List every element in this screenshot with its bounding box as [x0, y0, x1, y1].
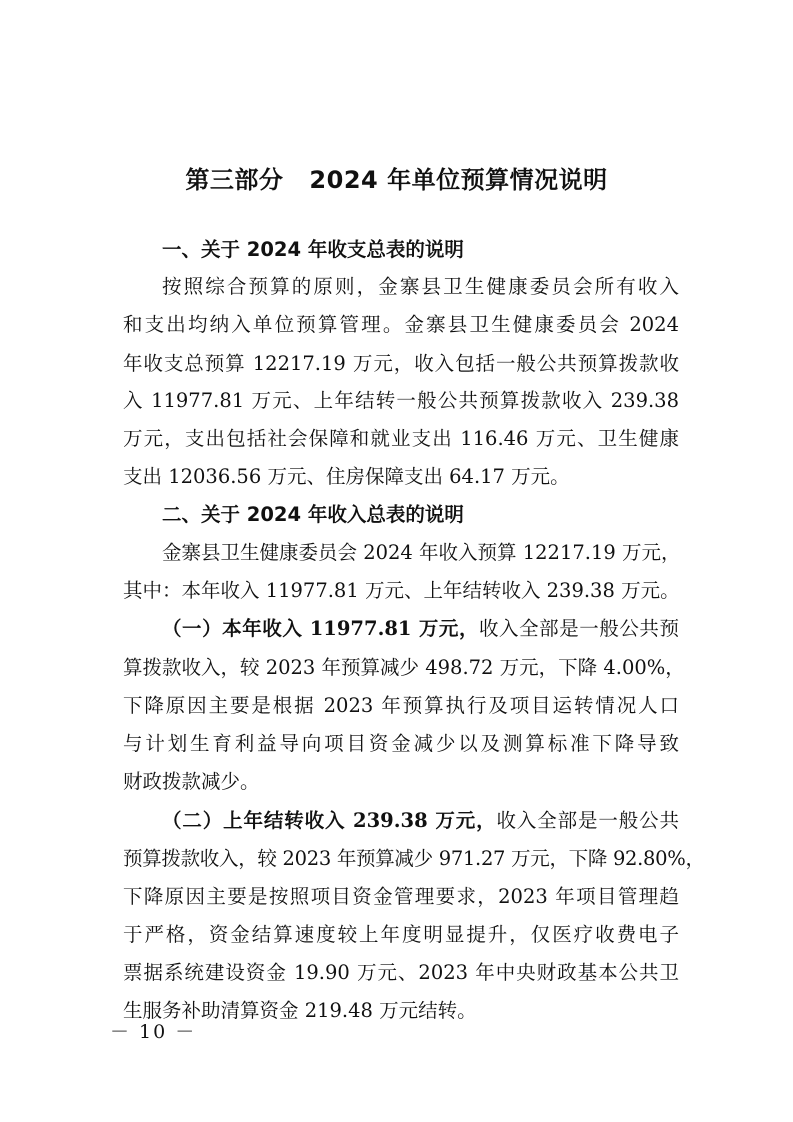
section1-line-2: 和支出均纳入单位预算管理。金寨县卫生健康委员会 2024: [123, 313, 679, 336]
sub2-line-3: 下降原因主要是按照项目资金管理要求，2023 年项目管理趋: [123, 885, 679, 908]
sub1-line-2: 算拨款收入，较 2023 年预算减少 498.72 万元，下降 4.00%，: [123, 656, 685, 679]
section1-heading: 一、关于 2024 年收支总表的说明: [162, 238, 464, 261]
title-main: 2024 年单位预算情况说明: [309, 166, 608, 194]
section1-line-3: 年收支总预算 12217.19 万元，收入包括一般公共预算拨款收: [123, 352, 679, 375]
sub2-first-rest: 收入全部是一般公共: [496, 809, 679, 832]
section1-line-4: 入 11977.81 万元、上年结转一般公共预算拨款收入 239.38: [123, 389, 679, 412]
section2-line-2: 其中：本年收入 11977.81 万元、上年结转收入 239.38 万元。: [123, 579, 680, 602]
sub1-first-line: [162, 614, 679, 644]
sub1-line-4: 与计划生育利益导向项目资金减少以及测算标准下降导致: [123, 732, 679, 755]
section1-line-1: 按照综合预算的原则，金寨县卫生健康委员会所有收入: [162, 275, 679, 298]
sub2-bold-lead: （二）上年结转收入 239.38 万元，: [162, 809, 497, 832]
section2-line-1: 金寨县卫生健康委员会 2024 年收入预算 12217.19 万元，: [162, 541, 681, 564]
section2-heading: 二、关于 2024 年收入总表的说明: [162, 503, 464, 526]
sub2-line-6: 生服务补助清算资金 219.48 万元结转。: [123, 999, 477, 1022]
sub1-line-3: 下降原因主要是根据 2023 年预算执行及项目运转情况人口: [123, 694, 679, 717]
title-part: 第三部分: [185, 166, 284, 194]
sub1-first-rest: 收入全部是一般公共预: [479, 617, 679, 640]
sub2-line-2: 预算拨款收入，较 2023 年预算减少 971.27 万元，下降 92.80%，: [123, 847, 705, 870]
sub2-line-4: 于严格，资金结算速度较上年度明显提升，仅医疗收费电子: [123, 923, 679, 946]
section1-line-5: 万元，支出包括社会保障和就业支出 116.46 万元、卫生健康: [123, 427, 679, 450]
sub2-first-line: [162, 806, 679, 836]
sub1-bold-lead: （一）本年收入 11977.81 万元，: [162, 617, 479, 640]
section1-line-6: 支出 12036.56 万元、住房保障支出 64.17 万元。: [123, 465, 570, 488]
page-title: [0, 160, 793, 195]
sub1-line-5: 财政拨款减少。: [123, 770, 260, 793]
page-number: － 10 －: [110, 1021, 197, 1043]
sub2-line-5: 票据系统建设资金 19.90 万元、2023 年中央财政基本公共卫: [123, 961, 679, 984]
